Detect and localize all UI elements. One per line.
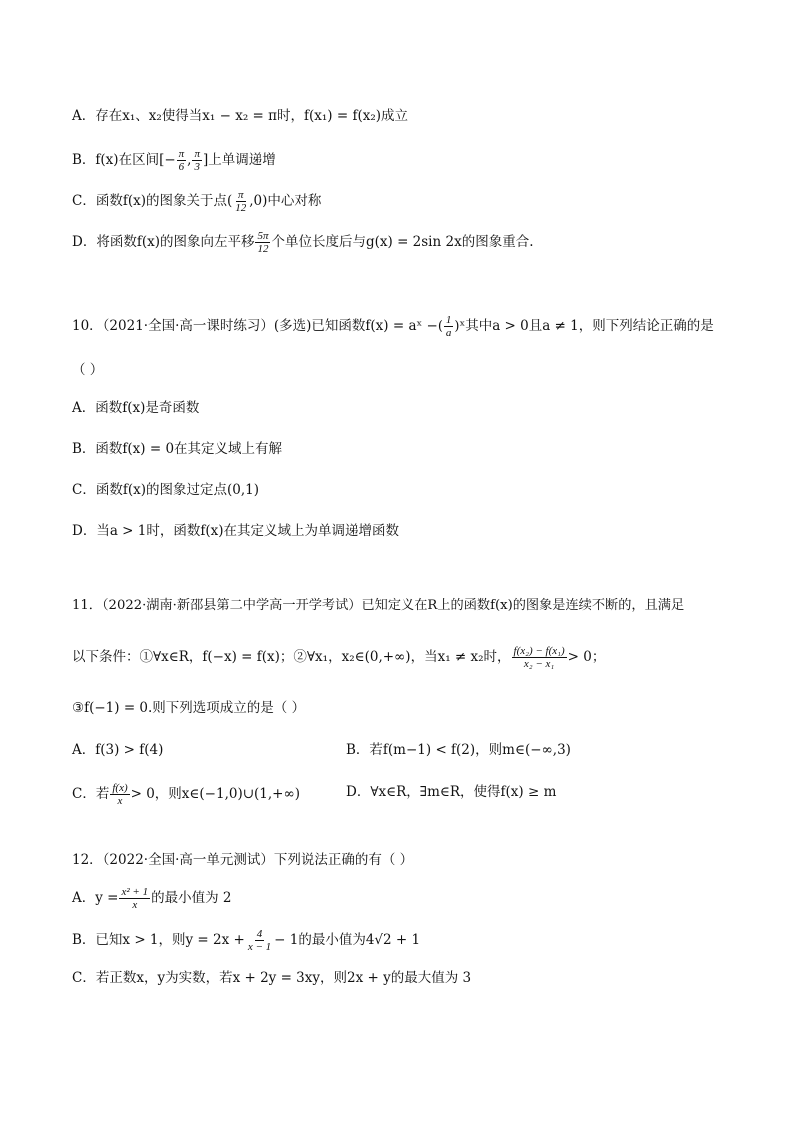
q11-option-c [72,782,300,807]
q9-option-b: B．f(x)在区间[− $\frac{\pi}{6}$ , $\frac{\pi}{3}$ ]上单调递增 [72,148,276,173]
frac-denominator: x₂ − x₁ [523,658,555,670]
q10-stem [72,314,714,339]
frac-denominator: 3 [194,161,200,173]
q12-option-a [72,886,231,911]
q11-stem-line1 [72,596,684,616]
q9-option-d-post: 个单位长度后与g(x) = 2sin 2x的图象重合. [271,234,534,250]
q11-option-b [346,740,571,760]
q10-option-c-text: C．函数f(x)的图象过定点(0,1) [72,482,259,498]
q10-answer-blank: （ ） [72,362,104,378]
q10-option-b [72,439,282,459]
frac-denominator: x − 1 [247,941,272,953]
q11-stem-line3-text: ③f(−1) = 0.则下列选项成立的是（ ） [72,700,306,716]
q11-stem-line2-pre: 以下条件：①∀x∈R，f(−x) = f(x)；②∀x₁，x₂∈(0,+∞)，当x₁ ≠ x₂时， [72,649,511,665]
q12-option-a-frac [119,886,150,911]
q12-stem-text: 12．（2022·全国·高一单元测试）下列说法正确的有（ ） [72,852,414,868]
q11-option-a [72,740,163,760]
q11-option-c-post: > 0，则x∈(−1,0)∪(1,+∞) [130,786,301,802]
q12-stem [72,850,413,870]
q9-option-c [72,189,321,214]
q10-stem-post: ˣ其中a > 0且a ≠ 1，则下列结论正确的是 [459,318,714,334]
q9-option-c-frac [233,189,248,214]
q9-option-d-pre: D．将函数f(x)的图象向左平移 [72,234,255,250]
frac-numerator: 5π [257,230,269,242]
q12-option-b-pre: B．已知x > 1，则y = 2x + [72,932,245,948]
frac-denominator: 6 [178,161,185,173]
frac-denominator: 12 [257,243,269,255]
q12-option-b-post: − 1的最小值为4√2 + 1 [274,932,421,948]
q10-option-a-text: A．函数f(x)是奇函数 [72,400,200,416]
frac-numerator: π [178,148,185,160]
q11-stem-line2-post: > 0； [567,649,606,665]
q9-option-c-pre: C．函数f(x)的图象关于点( [72,193,233,209]
frac-numerator: f(x₂) − f(x₁) [513,645,565,657]
q11-stem-line3 [72,698,305,718]
q11-option-b-text: B．若f(m−1) < f(2)，则m∈(−∞,3) [346,742,571,758]
q10-option-c [72,480,259,500]
frac-denominator: a [445,327,452,339]
q10-stem-frac [444,314,454,339]
q11-stem-line1-text: 11．（2022·湖南·新邵县第二中学高一开学考试）已知定义在R上的函数f(x)的图象是连续不断的，且满足 [72,598,685,613]
q10-option-a [72,398,199,418]
q11-stem-line2-frac [512,645,567,670]
q10-stem-pre: 10．（2021·全国·高一课时练习）(多选)已知函数f(x) = aˣ − [72,318,438,334]
paren-close: ) [454,319,460,334]
q11-option-c-frac [110,782,129,807]
frac-numerator: π [194,148,200,160]
q9-option-b-frac1 [177,148,187,173]
q9-option-a [72,106,408,126]
frac-numerator: 4 [256,928,263,940]
q9-option-b-frac2 [192,148,202,173]
frac-numerator: π [237,189,244,201]
q12-option-c [72,968,471,988]
q11-option-d-text: D．∀x∈R，∃m∈R，使得f(x) ≥ m [346,784,557,800]
q12-option-b-frac [246,928,273,953]
q10-paren [72,360,103,380]
q10-option-b-text: B．函数f(x) = 0在其定义域上有解 [72,441,283,457]
q12-option-b [72,928,420,953]
frac-denominator: x [117,795,123,807]
q9-option-a-text: A．存在x₁、x₂使得当x₁ − x₂ = π时，f(x₁) = f(x₂)成立 [72,108,409,124]
frac-denominator: 12 [235,202,247,214]
q11-stem-line2 [72,645,605,670]
q10-option-d [72,521,399,541]
q12-option-a-pre: A．y = [72,890,119,906]
paren-open: ( [437,319,443,334]
frac-numerator: x² + 1 [121,886,149,898]
q9-option-d-frac [255,230,270,255]
q12-option-a-post: 的最小值为 2 [151,890,232,906]
q11-option-a-text: A．f(3) > f(4) [72,742,164,758]
q11-option-d [346,782,556,802]
q9-option-b-post: ]上单调递增 [202,152,276,168]
frac-denominator: x [132,899,138,911]
q9-option-c-post: ,0)中心对称 [249,193,322,209]
q9-option-d [72,230,533,255]
q9-option-b-pre: B．f(x)在区间[− [72,152,176,168]
frac-numerator: 1 [445,314,452,326]
frac-numerator: f(x) [112,782,128,794]
q11-option-c-pre: C．若 [72,786,110,802]
q12-option-c-text: C．若正数x，y为实数，若x + 2y = 3xy，则2x + y的最大值为 3 [72,970,472,986]
q10-option-d-text: D．当a > 1时，函数f(x)在其定义域上为单调递增函数 [72,523,399,539]
